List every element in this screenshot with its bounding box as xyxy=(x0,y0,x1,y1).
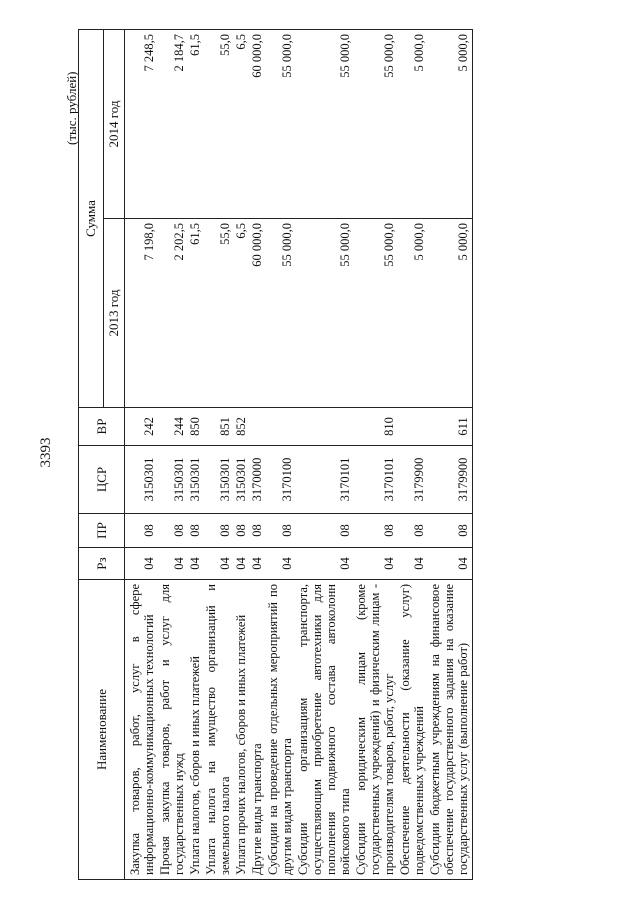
cell-csr: 3170101 xyxy=(295,446,353,514)
cell-name: Уплата налогов, сборов и иных платежей xyxy=(187,580,203,880)
cell-rz: 04 xyxy=(125,548,158,580)
cell-rz: 04 xyxy=(427,548,473,580)
cell-name: Субсидии на проведение отдельных мероприятий по другим видам транспорта xyxy=(265,580,295,880)
header-vr: ВР xyxy=(79,408,125,446)
header-name: Наименование xyxy=(79,580,125,880)
cell-2013: 55 000,0 xyxy=(295,219,353,408)
table-row xyxy=(125,30,158,880)
cell-pr: 08 xyxy=(203,514,233,548)
cell-2014: 6,5 xyxy=(233,30,249,219)
header-csr: ЦСР xyxy=(79,446,125,514)
cell-vr: 851 xyxy=(203,408,233,446)
cell-pr: 08 xyxy=(249,514,265,548)
table-row xyxy=(203,30,233,880)
cell-vr: 244 xyxy=(157,408,187,446)
cell-vr xyxy=(265,408,295,446)
cell-vr: 852 xyxy=(233,408,249,446)
header-rz: Рз xyxy=(79,548,125,580)
cell-rz: 04 xyxy=(249,548,265,580)
cell-2014: 55 000,0 xyxy=(265,30,295,219)
cell-rz: 04 xyxy=(353,548,397,580)
cell-csr: 3150301 xyxy=(203,446,233,514)
table-row xyxy=(265,30,295,880)
cell-2013: 5 000,0 xyxy=(397,219,427,408)
cell-name: Прочая закупка товаров, работ и услуг для государственных нужд xyxy=(157,580,187,880)
cell-rz: 04 xyxy=(233,548,249,580)
cell-2014: 5 000,0 xyxy=(427,30,473,219)
cell-rz: 04 xyxy=(265,548,295,580)
cell-name: Уплата прочих налогов, сборов и иных платежей xyxy=(233,580,249,880)
cell-csr: 3150301 xyxy=(233,446,249,514)
table-row xyxy=(295,30,353,880)
cell-2013: 2 202,5 xyxy=(157,219,187,408)
cell-2014: 2 184,7 xyxy=(157,30,187,219)
cell-pr: 08 xyxy=(187,514,203,548)
header-sum: Сумма xyxy=(79,30,104,408)
table-row xyxy=(353,30,397,880)
table-row xyxy=(397,30,427,880)
header-year-2014: 2014 год xyxy=(104,30,125,219)
cell-vr: 611 xyxy=(427,408,473,446)
cell-csr: 3150301 xyxy=(125,446,158,514)
table-row xyxy=(187,30,203,880)
cell-2014: 5 000,0 xyxy=(397,30,427,219)
cell-2013: 55 000,0 xyxy=(265,219,295,408)
table-row xyxy=(427,30,473,880)
cell-2014: 61,5 xyxy=(187,30,203,219)
header-year-2013: 2013 год xyxy=(104,219,125,408)
table-header xyxy=(79,30,125,880)
cell-pr: 08 xyxy=(233,514,249,548)
cell-2013: 61,5 xyxy=(187,219,203,408)
cell-csr: 3170101 xyxy=(353,446,397,514)
header-pr: ПР xyxy=(79,514,125,548)
cell-vr xyxy=(295,408,353,446)
cell-2013: 7 198,0 xyxy=(125,219,158,408)
cell-csr: 3150301 xyxy=(187,446,203,514)
cell-2014: 55 000,0 xyxy=(353,30,397,219)
cell-vr xyxy=(249,408,265,446)
cell-2013: 5 000,0 xyxy=(427,219,473,408)
cell-name: Закупка товаров, работ, услуг в сфере информационно-коммуникационных технологий xyxy=(125,580,158,880)
cell-csr: 3170000 xyxy=(249,446,265,514)
table-row xyxy=(249,30,265,880)
cell-2013: 55 000,0 xyxy=(353,219,397,408)
cell-name: Обеспечение деятельности (оказание услуг) подведомственных учреждений xyxy=(397,580,427,880)
page-number: 3393 xyxy=(38,437,54,468)
cell-name: Субсидии юридическим лицам (кроме государственных учреждений) и физическим лицам - производителям товаров, работ, услуг xyxy=(353,580,397,880)
cell-pr: 08 xyxy=(265,514,295,548)
cell-rz: 04 xyxy=(203,548,233,580)
cell-name: Другие виды транспорта xyxy=(249,580,265,880)
cell-rz: 04 xyxy=(397,548,427,580)
cell-vr xyxy=(397,408,427,446)
cell-vr: 850 xyxy=(187,408,203,446)
cell-name: Субсидии бюджетным учреждениям на финансовое обеспечение государственного задания на оказание государственных услуг (выполнение работ) xyxy=(427,580,473,880)
cell-csr: 3150301 xyxy=(157,446,187,514)
cell-csr: 3170100 xyxy=(265,446,295,514)
cell-csr: 3179900 xyxy=(397,446,427,514)
table-body xyxy=(125,30,473,880)
cell-vr: 810 xyxy=(353,408,397,446)
cell-2013: 55,0 xyxy=(203,219,233,408)
cell-name: Уплата налога на имущество организаций и земельного налога xyxy=(203,580,233,880)
cell-2014: 55,0 xyxy=(203,30,233,219)
cell-2014: 7 248,5 xyxy=(125,30,158,219)
budget-table xyxy=(78,29,473,880)
cell-rz: 04 xyxy=(157,548,187,580)
cell-pr: 08 xyxy=(295,514,353,548)
units-label: (тыс. рублей) xyxy=(64,71,79,145)
cell-vr: 242 xyxy=(125,408,158,446)
cell-pr: 08 xyxy=(125,514,158,548)
cell-rz: 04 xyxy=(295,548,353,580)
cell-pr: 08 xyxy=(427,514,473,548)
cell-2014: 55 000,0 xyxy=(295,30,353,219)
header-row xyxy=(79,30,104,880)
cell-2014: 60 000,0 xyxy=(249,30,265,219)
cell-pr: 08 xyxy=(397,514,427,548)
cell-rz: 04 xyxy=(187,548,203,580)
cell-2013: 6,5 xyxy=(233,219,249,408)
table-row xyxy=(157,30,187,880)
cell-2013: 60 000,0 xyxy=(249,219,265,408)
table-row xyxy=(233,30,249,880)
cell-name: Субсидии организациям транспорта, осуществляющим приобретение автотехники для пополнения подвижного состава автоколонн войскового типа xyxy=(295,580,353,880)
cell-pr: 08 xyxy=(353,514,397,548)
cell-pr: 08 xyxy=(157,514,187,548)
cell-csr: 3179900 xyxy=(427,446,473,514)
